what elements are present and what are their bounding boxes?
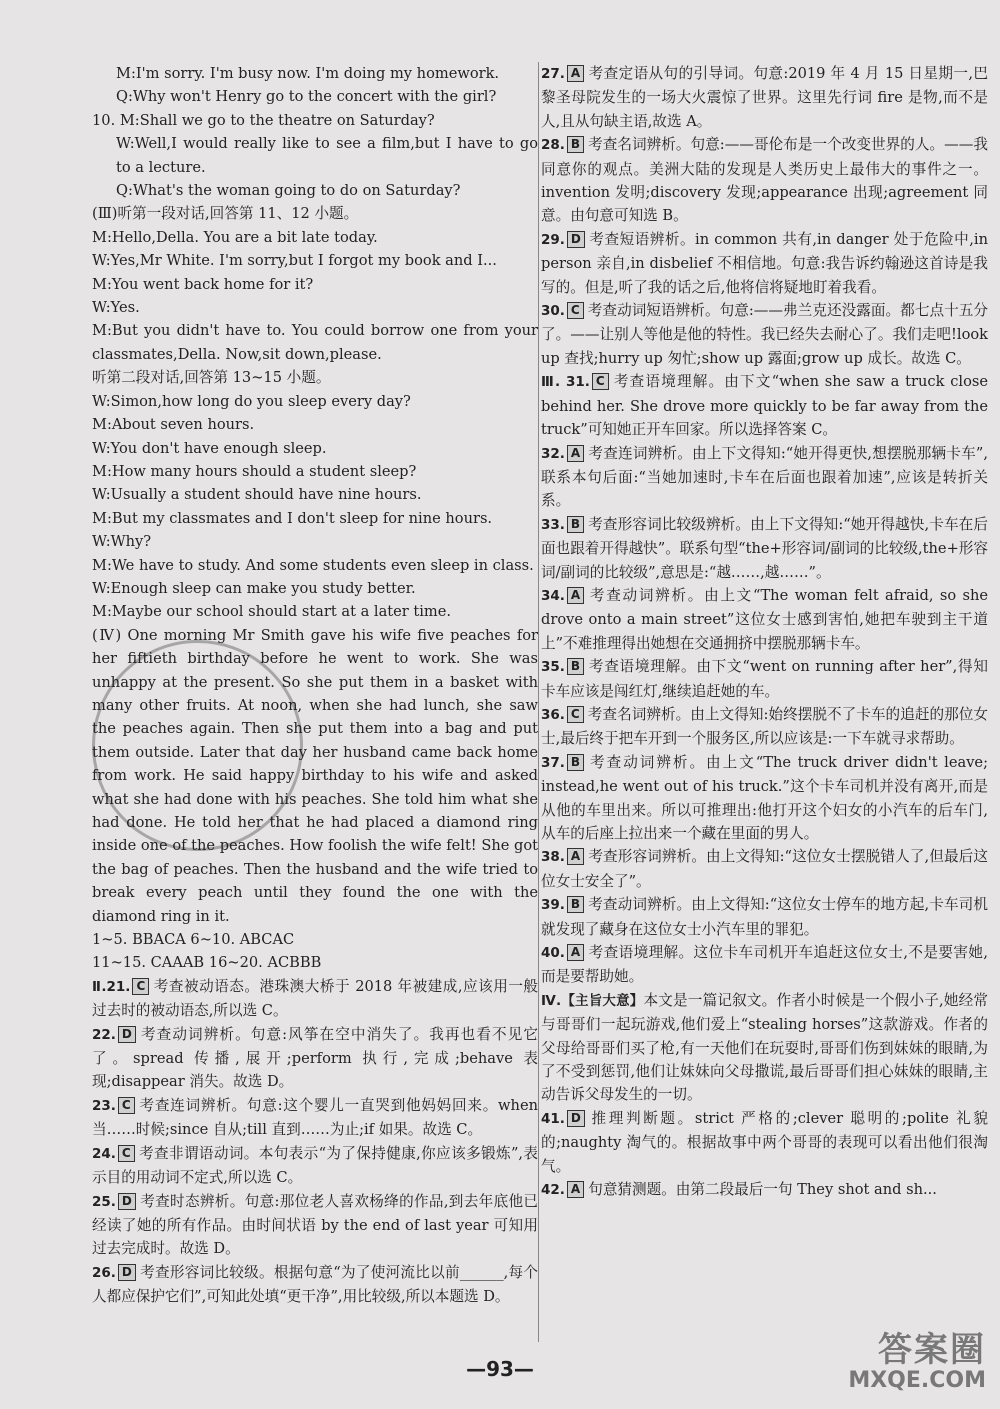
- transcript-line: Q:What's the woman going to do on Saturday?: [116, 182, 461, 200]
- answer-number: 27.: [541, 66, 565, 82]
- transcript-line: W:Enough sleep can make you study better.: [92, 579, 416, 597]
- answer-item: [541, 299, 988, 370]
- answer-item: [541, 893, 988, 941]
- answer-explanation: 考查形容词辨析。由上文得知:“这位女士摆脱错人了,但最后这位女士安全了”。: [541, 848, 988, 890]
- answer-number: 26.: [92, 1264, 116, 1281]
- answer-letter-badge: C: [118, 1097, 135, 1114]
- answer-letter-badge: B: [567, 896, 584, 913]
- transcript-line: M:How many hours should a student sleep?: [92, 462, 417, 480]
- answer-item: [541, 751, 988, 846]
- answer-item: [541, 370, 988, 441]
- answer-explanation: 考查动词辨析。句意:风筝在空中消失了。我再也看不见它了。spread 传播,展开;perform 执行,完成;behave 表现;disappear 消失。故选 D。: [92, 1025, 538, 1091]
- page-number: —93—: [466, 1357, 534, 1381]
- watermark-url: MXQE.COM: [848, 1368, 986, 1393]
- answer-letter-badge: B: [567, 136, 584, 153]
- transcript-line: 1~5. BBACA 6~10. ABCAC: [92, 931, 295, 949]
- left-column: [92, 62, 538, 1309]
- answer-letter-badge: B: [567, 658, 584, 675]
- answer-number: 29.: [541, 231, 565, 248]
- answer-number: 41.: [541, 1110, 565, 1127]
- transcript-line: W:Simon,how long do you sleep every day?: [92, 392, 411, 410]
- transcript-line: W:Yes,Mr White. I'm sorry,but I forgot my book and I...: [92, 252, 497, 270]
- answer-letter-badge: B: [567, 516, 584, 533]
- answer-explanation: 考查非谓语动词。本句表示“为了保持健康,你应该多锻炼”,表示目的用动词不定式,所以选 C。: [92, 1144, 538, 1187]
- answer-item: [541, 513, 988, 584]
- answer-item: [541, 584, 988, 655]
- transcript-line: 11~15. CAAAB 16~20. ACBBB: [92, 954, 322, 972]
- transcript-line: M:Maybe our school should start at a later time.: [92, 603, 452, 621]
- answer-letter-badge: D: [567, 231, 585, 248]
- transcript-line: (Ⅳ) One morning Mr Smith gave his wife five peaches for her fiftieth birthday before he went to work. She was unhappy at the present. So she put them in a basket with many other fruits. At noon, when she had lunch, she saw the peaches again. Then she put them into a bag and put them outside. Later that day her husband came back home from work. He said happy birthday to his wife and asked what she had done with his peaches. She told him what she had done. He told her that he had placed a diamond ring inside one of the peaches. How foolish the wife felt! She got the bag of peaches. Then the husband and the wife tried to break every peach until they found the one with the diamond ring in it.: [92, 626, 538, 925]
- transcript-line: Q:Why won't Henry go to the concert with the girl?: [116, 88, 497, 106]
- answer-item: [541, 845, 988, 893]
- answer-letter-badge: A: [567, 65, 584, 82]
- answer-explanation: 考查动词辨析。由上文“The truck driver didn't leave; instead,he went out of his truck.”这个卡车司机并没有离开,而是从他的车里出来。所以可推理出:他打开这个妇女的小汽车的后车门,从车的后座上拉出来一个藏在里面的男人。: [541, 753, 988, 842]
- answer-explanation: 考查定语从句的引导词。句意:2019 年 4 月 15 日星期一,巴黎圣母院发生的一场大火震惊了世界。这里先行词 fire 是物,而不是人,且从句缺主语,故选 A。: [541, 65, 988, 130]
- answer-item: [92, 1023, 538, 1094]
- answer-explanation: 考查动词辨析。由上文“The woman felt afraid, so she drove onto a main street”这位女士感到害怕,她把车驶到主干道上”不难推理得出她想在交通拥挤中摆脱那辆卡车。: [541, 586, 988, 652]
- answer-letter-badge: D: [118, 1193, 136, 1210]
- answer-letter-badge: B: [567, 754, 584, 771]
- answer-letter-badge: C: [132, 978, 149, 995]
- column-divider: [538, 62, 539, 1342]
- summary-paragraph: [541, 989, 988, 1107]
- answer-explanation: 考查名词辨析。由上文得知:始终摆脱不了卡车的追赶的那位女士,最后终于把车开到一个服务区,所以应该是:一下车就寻求帮助。: [541, 705, 988, 748]
- answer-explanation: 句意猜测题。由第二段最后一句 They shot and sh...: [588, 1181, 937, 1199]
- answer-item: [541, 941, 988, 989]
- answer-explanation: 考查连词辨析。由上下文得知:“她开得更快,想摆脱那辆卡车”,联系本句后面:“当她加速时,卡车在后面也跟着加速”,应该是转折关系。: [541, 444, 988, 510]
- answer-letter-badge: A: [567, 944, 584, 961]
- answer-number: 32.: [541, 445, 565, 462]
- answer-letter-badge: D: [118, 1264, 136, 1281]
- listening-transcript: [92, 62, 538, 975]
- answer-number: Ⅲ. 31.: [541, 374, 590, 391]
- answer-number: Ⅱ.21.: [92, 978, 131, 995]
- answer-explanations-right: [541, 62, 988, 989]
- answer-explanation: 考查连词辨析。句意:这个婴儿一直哭到他妈妈回来。when 当……时候;since 自从;till 直到……为止;if 如果。故选 C。: [92, 1096, 538, 1139]
- answer-number: 35.: [541, 659, 565, 676]
- answer-number: 42.: [541, 1182, 565, 1199]
- transcript-line: W:You don't have enough sleep.: [92, 439, 327, 457]
- answer-number: 25.: [92, 1193, 116, 1210]
- transcript-line: M:You went back home for it?: [92, 275, 314, 293]
- answer-explanation: 考查形容词比较级辨析。由上下文得知:“她开得越快,卡车在后面也跟着开得越快”。联系句型“the+形容词/副词的比较级,the+形容词/副词的比较级”,意思是:“越……,越……”。: [541, 515, 988, 581]
- transcript-line: 10. M:Shall we go to the theatre on Saturday?: [92, 111, 435, 129]
- transcript-line: M:We have to study. And some students even sleep in class.: [92, 556, 534, 574]
- transcript-line: (Ⅲ)听第一段对话,回答第 11、12 小题。: [92, 205, 359, 223]
- answer-number: 38.: [541, 849, 565, 866]
- answer-item: [541, 703, 988, 751]
- answer-explanation: 考查动词辨析。由上文得知:“这位女士停车的地方起,卡车司机就发现了藏身在这位女士小汽车里的罪犯。: [541, 896, 988, 938]
- transcript-line: M:Hello,Della. You are a bit late today.: [92, 228, 378, 246]
- answer-letter-badge: A: [567, 587, 584, 604]
- transcript-line: 听第二段对话,回答第 13~15 小题。: [92, 369, 331, 387]
- answer-item: [541, 62, 988, 133]
- answer-letter-badge: C: [567, 302, 584, 319]
- answer-item: [92, 1142, 538, 1190]
- answer-explanation: 考查名词辨析。句意:——哥伦布是一个改变世界的人。——我同意你的观点。美洲大陆的发现是人类历史上最伟大的事件之一。invention 发明;discovery 发现;appearance 出现;agreement 同意。由句意可知选 B。: [541, 136, 988, 225]
- answer-item: [92, 1261, 538, 1309]
- answer-explanations-left: [92, 975, 538, 1309]
- transcript-line: W:Yes.: [92, 299, 140, 317]
- answer-number: 39.: [541, 897, 565, 914]
- answer-explanations-right-2: [541, 1107, 988, 1203]
- transcript-line: M:About seven hours.: [92, 416, 255, 434]
- summary-number: Ⅳ.: [541, 992, 562, 1009]
- answer-item: [541, 1107, 988, 1178]
- answer-item: [92, 1190, 538, 1261]
- transcript-line: M:I'm sorry. I'm busy now. I'm doing my homework.: [116, 65, 500, 82]
- answer-number: 33.: [541, 516, 565, 533]
- answer-letter-badge: D: [118, 1026, 136, 1043]
- summary-text: 本文是一篇记叙文。作者小时候是一个假小子,她经常与哥哥们一起玩游戏,他们爱上“stealing horses”这款游戏。作者的父母给哥哥们买了枪,有一天他们在玩耍时,哥哥们伤到妹妹的眼睛,为了不受到惩罚,他们让妹妹向父母撒谎,最后哥哥们担心妹妹的眼睛,主动告诉父母发生的一切。: [541, 991, 988, 1104]
- answer-explanation: 考查语境理解。由下文“went on running after her”,得知卡车应该是闯红灯,继续追赶她的车。: [541, 658, 988, 700]
- watermark-title: 答案圈: [878, 1330, 986, 1370]
- answer-number: 28.: [541, 137, 565, 154]
- right-column: [541, 62, 988, 1203]
- answer-letter-badge: A: [567, 1181, 584, 1198]
- answer-item: [541, 442, 988, 513]
- answer-item: [541, 133, 988, 228]
- answer-explanation: 考查被动语态。港珠澳大桥于 2018 年被建成,应该用一般过去时的被动语态,所以选 C。: [92, 977, 539, 1020]
- answer-letter-badge: C: [567, 706, 584, 723]
- watermark-logo: [786, 1331, 986, 1401]
- answer-explanation: 考查语境理解。这位卡车司机开车追赶这位女士,不是要害她,而是要帮助她。: [541, 944, 988, 986]
- transcript-line: W:Usually a student should have nine hours.: [92, 486, 422, 504]
- answer-number: 40.: [541, 945, 565, 962]
- answer-letter-badge: C: [592, 373, 609, 390]
- transcript-line: W:Well,I would really like to see a film,but I have to go to a lecture.: [116, 135, 538, 176]
- answer-explanation: 考查短语辨析。in common 共有,in danger 处于危险中,in person 亲自,in disbelief 不相信地。句意:我告诉约翰逊这首诗是我写的。但是,听了我的话之后,他将信将疑地盯着我看。: [541, 230, 988, 296]
- answer-number: 22.: [92, 1026, 116, 1043]
- answer-letter-badge: D: [567, 1110, 585, 1127]
- answer-number: 23.: [92, 1097, 116, 1114]
- answer-letter-badge: A: [567, 445, 584, 462]
- answer-number: 37.: [541, 754, 565, 771]
- answer-number: 36.: [541, 706, 565, 723]
- transcript-line: W:Why?: [92, 533, 152, 551]
- answer-explanation: 推理判断题。strict 严格的;clever 聪明的;polite 礼貌的;naughty 淘气的。根据故事中两个哥哥的表现可以看出他们很淘气。: [541, 1109, 988, 1175]
- answer-item: [541, 228, 988, 299]
- answer-number: 30.: [541, 303, 565, 320]
- answer-explanation: 考查语境理解。由下文“when she saw a truck close behind her. She drove more quickly to be far away from the truck”可知她正开车回家。所以选择答案 C。: [541, 373, 988, 439]
- answer-explanation: 考查时态辨析。句意:那位老人喜欢杨绛的作品,到去年底他已经读了她的所有作品。由时间状语 by the end of last year 可知用过去完成时。故选 D。: [92, 1192, 538, 1258]
- summary-label: 【主旨大意】: [561, 992, 644, 1009]
- transcript-line: M:But my classmates and I don't sleep for nine hours.: [92, 509, 493, 527]
- transcript-line: M:But you didn't have to. You could borrow one from your classmates,Della. Now,sit down,please.: [92, 322, 538, 363]
- answer-item: [92, 1094, 538, 1142]
- answer-explanation: 考查形容词比较级。根据句意“为了使河流比以前______,每个人都应保护它们”,可知此处填“更干净”,用比较级,所以本题选 D。: [92, 1263, 538, 1306]
- answer-number: 34.: [541, 587, 565, 604]
- answer-item: [541, 655, 988, 703]
- answer-item: [541, 1178, 988, 1202]
- answer-explanation: 考查动词短语辨析。句意:——弗兰克还没露面。都七点十五分了。——让别人等他是他的特性。我已经失去耐心了。我们走吧!look up 查找;hurry up 匆忙;show up 露面;grow up 成长。故选 C。: [541, 302, 988, 367]
- answer-letter-badge: C: [118, 1145, 135, 1162]
- answer-letter-badge: A: [567, 848, 584, 865]
- answer-number: 24.: [92, 1145, 116, 1162]
- answer-item: [92, 975, 538, 1023]
